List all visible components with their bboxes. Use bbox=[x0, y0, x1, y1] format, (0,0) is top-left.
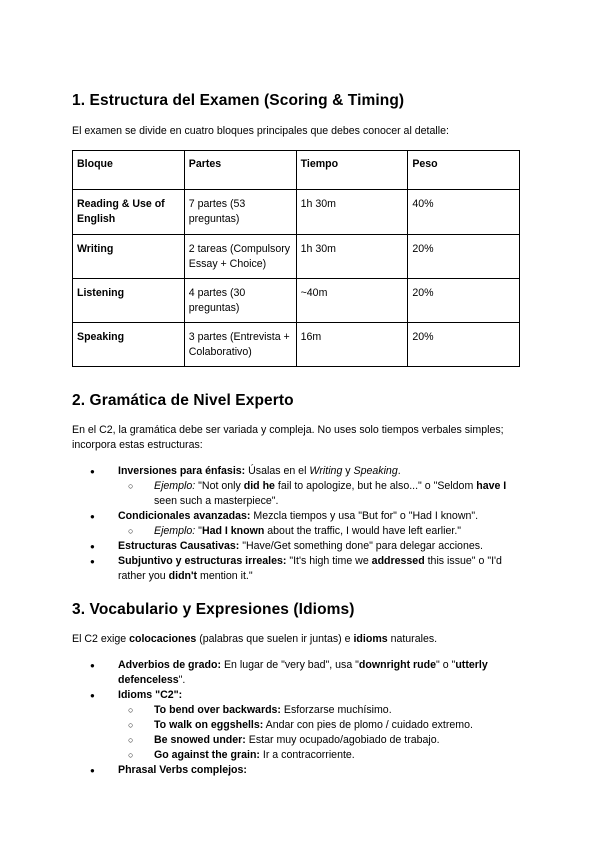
idiom-meaning: Esforzarse muchísimo. bbox=[280, 704, 392, 716]
table-cell: 20% bbox=[408, 323, 520, 367]
table-cell: 1h 30m bbox=[296, 235, 408, 279]
item-bold: Had I known bbox=[201, 525, 265, 537]
item-label: Estructuras Causativas: bbox=[118, 540, 240, 552]
item-text: this issue" o "I'd rather you bbox=[118, 555, 502, 582]
item-label: Inversiones para énfasis: bbox=[118, 465, 246, 477]
intro-text: El C2 exige bbox=[72, 633, 130, 645]
table-cell: 4 partes (30 preguntas) bbox=[184, 279, 296, 323]
table-cell: 3 partes (Entrevista + Colaborativo) bbox=[184, 323, 296, 367]
item-text: . bbox=[397, 465, 401, 477]
example-label: Ejemplo: bbox=[154, 525, 196, 537]
item-em: Speaking bbox=[353, 465, 398, 477]
item-text: mention it." bbox=[197, 570, 253, 582]
intro-bold: idioms bbox=[353, 633, 388, 645]
table-cell: Listening bbox=[73, 279, 185, 323]
section-1-intro: El examen se divide en cuatro bloques principales que debes conocer al detalle: bbox=[72, 125, 449, 137]
table-cell: 16m bbox=[296, 323, 408, 367]
table-header-row bbox=[73, 151, 520, 190]
item-text: "It's high time we bbox=[286, 555, 372, 567]
table-cell: Reading & Use of English bbox=[73, 190, 185, 235]
list-item bbox=[90, 539, 530, 554]
list-subitem bbox=[90, 479, 530, 509]
item-bold: utterly defenceless bbox=[118, 659, 488, 686]
idiom-term: Go against the grain: bbox=[154, 749, 260, 761]
item-label: Idioms "C2": bbox=[118, 689, 183, 701]
list-subitem bbox=[90, 718, 530, 733]
table-cell: 2 tareas (Compulsory Essay + Choice) bbox=[184, 235, 296, 279]
item-text: y bbox=[342, 465, 354, 477]
section-2-heading: 2. Gramática de Nivel Experto bbox=[72, 392, 294, 409]
table-row bbox=[73, 279, 520, 323]
intro-text: naturales. bbox=[387, 633, 438, 645]
list-subitem bbox=[90, 733, 530, 748]
item-label: Phrasal Verbs complejos: bbox=[118, 764, 247, 776]
idiom-meaning: Ir a contracorriente. bbox=[259, 749, 355, 761]
item-bold: downright rude bbox=[358, 659, 437, 671]
idiom-meaning: Andar con pies de plomo / cuidado extremo. bbox=[263, 719, 473, 731]
item-text: about the traffic, I would have left earlier." bbox=[264, 525, 462, 537]
list-subitem bbox=[90, 524, 530, 539]
item-text: "Have/Get something done" para delegar acciones. bbox=[239, 540, 483, 552]
idiom-meaning: Estar muy ocupado/agobiado de trabajo. bbox=[245, 734, 440, 746]
item-bold: addressed bbox=[371, 555, 425, 567]
table-cell: 7 partes (53 preguntas) bbox=[184, 190, 296, 235]
item-em: Writing bbox=[309, 465, 343, 477]
grammar-list bbox=[90, 464, 530, 584]
table-cell: Writing bbox=[73, 235, 185, 279]
table-row bbox=[73, 323, 520, 367]
section-1-heading: 1. Estructura del Examen (Scoring & Timing) bbox=[72, 92, 405, 109]
item-text: Úsalas en el bbox=[245, 465, 310, 477]
table-cell: 20% bbox=[408, 235, 520, 279]
list-item bbox=[90, 763, 530, 778]
item-text: "Not only bbox=[195, 480, 244, 492]
list-item bbox=[90, 554, 530, 584]
table-cell: 1h 30m bbox=[296, 190, 408, 235]
intro-bold: colocaciones bbox=[129, 633, 197, 645]
table-header-cell: Peso bbox=[408, 151, 520, 190]
vocabulary-list bbox=[90, 658, 530, 778]
item-label: Adverbios de grado: bbox=[118, 659, 222, 671]
item-text: " bbox=[195, 525, 202, 537]
list-item bbox=[90, 464, 530, 479]
section-3-intro bbox=[72, 632, 532, 647]
list-subitem bbox=[90, 703, 530, 718]
table-header-cell: Tiempo bbox=[296, 151, 408, 190]
item-text: ". bbox=[178, 674, 186, 686]
item-bold: didn't bbox=[168, 570, 198, 582]
idiom-term: Be snowed under: bbox=[154, 734, 246, 746]
item-bold: have I bbox=[476, 480, 507, 492]
item-text: Mezcla tiempos y usa "But for" o "Had I known". bbox=[250, 510, 479, 522]
item-text: " o " bbox=[436, 659, 456, 671]
table-cell: 40% bbox=[408, 190, 520, 235]
table-cell: Speaking bbox=[73, 323, 185, 367]
item-text: En lugar de "very bad", usa " bbox=[221, 659, 359, 671]
idiom-term: To bend over backwards: bbox=[154, 704, 281, 716]
list-subitem bbox=[90, 748, 530, 763]
table-row bbox=[73, 235, 520, 279]
item-label: Subjuntivo y estructuras irreales: bbox=[118, 555, 287, 567]
item-text: seen such a masterpiece". bbox=[154, 495, 279, 507]
list-item bbox=[90, 509, 530, 524]
table-row bbox=[73, 190, 520, 235]
section-2-intro: En el C2, la gramática debe ser variada y compleja. No uses solo tiempos verbales simples; incorpora estas estructuras: bbox=[72, 424, 504, 451]
table-header-cell: Partes bbox=[184, 151, 296, 190]
item-label: Condicionales avanzadas: bbox=[118, 510, 251, 522]
table-cell: 20% bbox=[408, 279, 520, 323]
item-bold: did he bbox=[243, 480, 275, 492]
list-item bbox=[90, 688, 530, 703]
table-header-cell: Bloque bbox=[73, 151, 185, 190]
example-label: Ejemplo: bbox=[154, 480, 196, 492]
exam-structure-table bbox=[72, 150, 520, 367]
intro-text: (palabras que suelen ir juntas) e bbox=[196, 633, 354, 645]
list-item bbox=[90, 658, 530, 688]
section-3-heading: 3. Vocabulario y Expresiones (Idioms) bbox=[72, 601, 355, 618]
idiom-term: To walk on eggshells: bbox=[154, 719, 264, 731]
table-cell: ~40m bbox=[296, 279, 408, 323]
item-text: fail to apologize, but he also..." o "Seldom bbox=[274, 480, 477, 492]
